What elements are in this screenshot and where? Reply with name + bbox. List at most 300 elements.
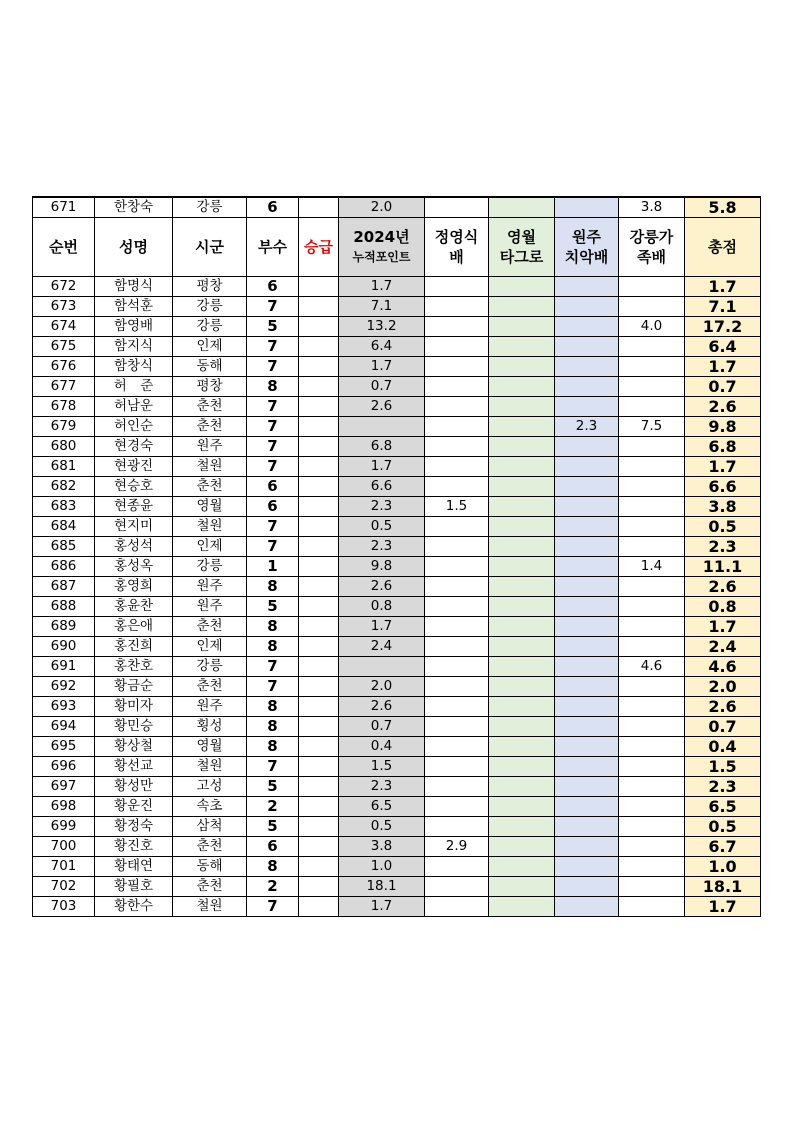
- header-c4-line2: 족배: [637, 248, 666, 266]
- cell-name: 황금순: [95, 677, 173, 697]
- cell-points: 7.1: [339, 297, 425, 317]
- cell-city: 인제: [173, 537, 247, 557]
- cell-c1: [425, 797, 489, 817]
- cell-c1: [425, 277, 489, 297]
- cell-no: 697: [33, 777, 95, 797]
- cell-no: 694: [33, 717, 95, 737]
- cell-city: 춘천: [173, 397, 247, 417]
- cell-city: 평창: [173, 377, 247, 397]
- cell-total: 6.7: [685, 837, 761, 857]
- cell-total: 3.8: [685, 497, 761, 517]
- cell-promo: [299, 737, 339, 757]
- cell-c4: [619, 577, 685, 597]
- cell-name: 홍성석: [95, 537, 173, 557]
- cell-c3: 2.3: [555, 417, 619, 437]
- table-row: [33, 577, 761, 597]
- header-c1-line1: 정영식: [434, 228, 479, 246]
- cell-promo: [299, 837, 339, 857]
- cell-promo: [299, 817, 339, 837]
- cell-c2: [489, 717, 555, 737]
- cell-c2: [489, 757, 555, 777]
- cell-c3: [555, 657, 619, 677]
- cell-c4: [619, 457, 685, 477]
- cell-promo: [299, 297, 339, 317]
- cell-c4: 1.4: [619, 557, 685, 577]
- cell-c1: [425, 817, 489, 837]
- cell-no: 698: [33, 797, 95, 817]
- table-row: [33, 197, 761, 218]
- cell-name: 함석훈: [95, 297, 173, 317]
- cell-name: 현지미: [95, 517, 173, 537]
- cell-total: 17.2: [685, 317, 761, 337]
- cell-promo: [299, 497, 339, 517]
- cell-points: 6.8: [339, 437, 425, 457]
- cell-points: 1.0: [339, 857, 425, 877]
- cell-c2: [489, 337, 555, 357]
- table-row: [33, 897, 761, 917]
- header-c3: [555, 218, 619, 277]
- cell-part: 5: [247, 777, 299, 797]
- cell-c1: [425, 657, 489, 677]
- cell-part: 8: [247, 617, 299, 637]
- cell-points: 2.3: [339, 537, 425, 557]
- header-c3-line2: 치악배: [564, 248, 609, 266]
- cell-part: 7: [247, 397, 299, 417]
- cell-c4: 7.5: [619, 417, 685, 437]
- header-no: 순번: [33, 218, 95, 277]
- cell-c4: [619, 397, 685, 417]
- cell-total: 7.1: [685, 297, 761, 317]
- table-row: [33, 437, 761, 457]
- cell-name: 황선교: [95, 757, 173, 777]
- cell-c4: [619, 737, 685, 757]
- cell-promo: [299, 557, 339, 577]
- table-row: [33, 597, 761, 617]
- cell-city: 인제: [173, 637, 247, 657]
- cell-city: 강릉: [173, 317, 247, 337]
- table-row: [33, 277, 761, 297]
- cell-c3: [555, 817, 619, 837]
- cell-c2: [489, 197, 555, 218]
- header-points-sub: 누적포인트: [352, 250, 411, 264]
- cell-city: 강릉: [173, 197, 247, 218]
- cell-total: 2.3: [685, 537, 761, 557]
- cell-city: 횡성: [173, 717, 247, 737]
- cell-city: 영월: [173, 497, 247, 517]
- cell-part: 7: [247, 517, 299, 537]
- cell-city: 평창: [173, 277, 247, 297]
- cell-c4: [619, 857, 685, 877]
- cell-city: 영월: [173, 737, 247, 757]
- cell-city: 삼척: [173, 817, 247, 837]
- cell-c2: [489, 637, 555, 657]
- cell-city: 인제: [173, 337, 247, 357]
- cell-c4: [619, 297, 685, 317]
- cell-name: 황정숙: [95, 817, 173, 837]
- table-row: [33, 457, 761, 477]
- cell-promo: [299, 417, 339, 437]
- cell-city: 강릉: [173, 557, 247, 577]
- cell-c2: [489, 657, 555, 677]
- cell-total: 2.0: [685, 677, 761, 697]
- table-row: [33, 497, 761, 517]
- cell-name: 홍윤찬: [95, 597, 173, 617]
- cell-points: [339, 417, 425, 437]
- cell-promo: [299, 717, 339, 737]
- cell-part: 7: [247, 757, 299, 777]
- cell-promo: [299, 597, 339, 617]
- cell-city: 원주: [173, 697, 247, 717]
- cell-part: 7: [247, 657, 299, 677]
- cell-total: 18.1: [685, 877, 761, 897]
- cell-no: 696: [33, 757, 95, 777]
- cell-total: 11.1: [685, 557, 761, 577]
- cell-c1: [425, 437, 489, 457]
- cell-no: 695: [33, 737, 95, 757]
- cell-promo: [299, 337, 339, 357]
- cell-promo: [299, 637, 339, 657]
- table-row: [33, 477, 761, 497]
- cell-part: 7: [247, 677, 299, 697]
- header-c4: [619, 218, 685, 277]
- cell-c4: [619, 757, 685, 777]
- cell-part: 7: [247, 337, 299, 357]
- cell-c3: [555, 677, 619, 697]
- cell-c3: [555, 777, 619, 797]
- cell-c2: [489, 897, 555, 917]
- cell-points: 2.6: [339, 577, 425, 597]
- cell-c3: [555, 837, 619, 857]
- cell-c4: [619, 537, 685, 557]
- cell-c3: [555, 637, 619, 657]
- cell-promo: [299, 677, 339, 697]
- cell-no: 688: [33, 597, 95, 617]
- cell-name: 황한수: [95, 897, 173, 917]
- cell-c4: [619, 437, 685, 457]
- cell-c3: [555, 517, 619, 537]
- cell-city: 춘천: [173, 837, 247, 857]
- cell-promo: [299, 897, 339, 917]
- cell-total: 1.7: [685, 617, 761, 637]
- table-row: [33, 337, 761, 357]
- cell-city: 고성: [173, 777, 247, 797]
- cell-c3: [555, 277, 619, 297]
- cell-c1: [425, 357, 489, 377]
- cell-total: 0.7: [685, 377, 761, 397]
- cell-total: 2.3: [685, 777, 761, 797]
- cell-c1: [425, 197, 489, 218]
- cell-c1: [425, 697, 489, 717]
- cell-name: 황필호: [95, 877, 173, 897]
- cell-c3: [555, 497, 619, 517]
- cell-part: 8: [247, 717, 299, 737]
- cell-promo: [299, 457, 339, 477]
- cell-no: 693: [33, 697, 95, 717]
- cell-name: 황운진: [95, 797, 173, 817]
- cell-no: 671: [33, 197, 95, 218]
- table-row: [33, 537, 761, 557]
- cell-c2: [489, 457, 555, 477]
- cell-no: 700: [33, 837, 95, 857]
- cell-total: 0.5: [685, 517, 761, 537]
- cell-name: 황상철: [95, 737, 173, 757]
- cell-c1: [425, 377, 489, 397]
- cell-c4: [619, 617, 685, 637]
- cell-c1: 2.9: [425, 837, 489, 857]
- cell-promo: [299, 777, 339, 797]
- cell-c3: [555, 377, 619, 397]
- cell-name: 홍영희: [95, 577, 173, 597]
- cell-promo: [299, 377, 339, 397]
- cell-no: 692: [33, 677, 95, 697]
- cell-c2: [489, 497, 555, 517]
- cell-c1: [425, 297, 489, 317]
- cell-name: 홍진희: [95, 637, 173, 657]
- cell-city: 철원: [173, 757, 247, 777]
- cell-name: 허 준: [95, 377, 173, 397]
- cell-part: 8: [247, 697, 299, 717]
- cell-c4: [619, 777, 685, 797]
- cell-promo: [299, 757, 339, 777]
- cell-no: 673: [33, 297, 95, 317]
- cell-c2: [489, 297, 555, 317]
- cell-c1: [425, 677, 489, 697]
- cell-promo: [299, 857, 339, 877]
- cell-total: 0.4: [685, 737, 761, 757]
- cell-city: 속초: [173, 797, 247, 817]
- cell-city: 원주: [173, 597, 247, 617]
- cell-c3: [555, 857, 619, 877]
- cell-c4: [619, 837, 685, 857]
- cell-c2: [489, 837, 555, 857]
- cell-points: 1.7: [339, 277, 425, 297]
- cell-part: 7: [247, 537, 299, 557]
- cell-c2: [489, 857, 555, 877]
- table-row: [33, 717, 761, 737]
- cell-c3: [555, 597, 619, 617]
- cell-points: 9.8: [339, 557, 425, 577]
- header-c1-line2: 배: [449, 248, 464, 266]
- cell-no: 683: [33, 497, 95, 517]
- cell-total: 1.7: [685, 357, 761, 377]
- cell-c2: [489, 377, 555, 397]
- cell-c3: [555, 357, 619, 377]
- cell-no: 690: [33, 637, 95, 657]
- cell-points: 2.0: [339, 677, 425, 697]
- cell-c3: [555, 317, 619, 337]
- cell-points: [339, 657, 425, 677]
- cell-points: 0.5: [339, 517, 425, 537]
- cell-name: 현광진: [95, 457, 173, 477]
- cell-name: 황태연: [95, 857, 173, 877]
- cell-c2: [489, 517, 555, 537]
- cell-points: 13.2: [339, 317, 425, 337]
- table-row: [33, 557, 761, 577]
- cell-total: 2.6: [685, 397, 761, 417]
- cell-part: 6: [247, 837, 299, 857]
- cell-points: 2.0: [339, 197, 425, 218]
- cell-c4: [619, 897, 685, 917]
- cell-part: 8: [247, 377, 299, 397]
- cell-points: 0.7: [339, 717, 425, 737]
- cell-city: 춘천: [173, 877, 247, 897]
- cell-c2: [489, 737, 555, 757]
- cell-no: 682: [33, 477, 95, 497]
- cell-c1: [425, 397, 489, 417]
- cell-c1: 1.5: [425, 497, 489, 517]
- cell-total: 9.8: [685, 417, 761, 437]
- cell-part: 6: [247, 497, 299, 517]
- cell-total: 2.6: [685, 697, 761, 717]
- cell-c4: [619, 517, 685, 537]
- cell-no: 681: [33, 457, 95, 477]
- cell-c1: [425, 337, 489, 357]
- cell-c3: [555, 537, 619, 557]
- cell-name: 함명식: [95, 277, 173, 297]
- cell-city: 원주: [173, 437, 247, 457]
- cell-promo: [299, 357, 339, 377]
- cell-promo: [299, 197, 339, 218]
- header-total: 총점: [685, 218, 761, 277]
- cell-name: 현경숙: [95, 437, 173, 457]
- cell-total: 1.7: [685, 457, 761, 477]
- cell-c1: [425, 457, 489, 477]
- cell-c2: [489, 777, 555, 797]
- ranking-table: [32, 196, 761, 917]
- cell-c4: [619, 697, 685, 717]
- cell-part: 7: [247, 357, 299, 377]
- cell-city: 철원: [173, 457, 247, 477]
- cell-c1: [425, 717, 489, 737]
- cell-total: 1.0: [685, 857, 761, 877]
- cell-c4: [619, 477, 685, 497]
- cell-c1: [425, 637, 489, 657]
- cell-no: 684: [33, 517, 95, 537]
- cell-part: 7: [247, 437, 299, 457]
- cell-part: 8: [247, 637, 299, 657]
- cell-c4: [619, 717, 685, 737]
- cell-city: 원주: [173, 577, 247, 597]
- cell-points: 6.6: [339, 477, 425, 497]
- cell-city: 철원: [173, 517, 247, 537]
- cell-c3: [555, 797, 619, 817]
- cell-points: 3.8: [339, 837, 425, 857]
- cell-city: 춘천: [173, 417, 247, 437]
- table-row: [33, 517, 761, 537]
- cell-points: 1.7: [339, 357, 425, 377]
- cell-c1: [425, 597, 489, 617]
- cell-total: 1.7: [685, 277, 761, 297]
- cell-promo: [299, 537, 339, 557]
- cell-no: 678: [33, 397, 95, 417]
- table-row: [33, 697, 761, 717]
- cell-city: 춘천: [173, 477, 247, 497]
- cell-part: 1: [247, 557, 299, 577]
- cell-promo: [299, 697, 339, 717]
- header-points-year: 2024년: [353, 228, 410, 246]
- cell-promo: [299, 657, 339, 677]
- cell-name: 함지식: [95, 337, 173, 357]
- header-c2: [489, 218, 555, 277]
- cell-c3: [555, 557, 619, 577]
- cell-name: 황미자: [95, 697, 173, 717]
- cell-total: 1.5: [685, 757, 761, 777]
- cell-part: 2: [247, 877, 299, 897]
- cell-c2: [489, 437, 555, 457]
- table-row: [33, 617, 761, 637]
- cell-points: 2.4: [339, 637, 425, 657]
- cell-part: 7: [247, 457, 299, 477]
- table-row: [33, 657, 761, 677]
- cell-c3: [555, 297, 619, 317]
- cell-c4: [619, 637, 685, 657]
- cell-c1: [425, 757, 489, 777]
- cell-c3: [555, 337, 619, 357]
- cell-c4: 3.8: [619, 197, 685, 218]
- cell-no: 679: [33, 417, 95, 437]
- cell-c1: [425, 557, 489, 577]
- cell-city: 강릉: [173, 657, 247, 677]
- cell-no: 686: [33, 557, 95, 577]
- cell-no: 675: [33, 337, 95, 357]
- cell-no: 672: [33, 277, 95, 297]
- table-row: [33, 817, 761, 837]
- header-row: [33, 218, 761, 277]
- cell-name: 현종윤: [95, 497, 173, 517]
- cell-c1: [425, 857, 489, 877]
- table-row: [33, 737, 761, 757]
- cell-part: 6: [247, 477, 299, 497]
- cell-c1: [425, 577, 489, 597]
- table-row: [33, 357, 761, 377]
- cell-c1: [425, 417, 489, 437]
- cell-total: 6.4: [685, 337, 761, 357]
- cell-c4: [619, 797, 685, 817]
- table-row: [33, 857, 761, 877]
- cell-name: 홍성옥: [95, 557, 173, 577]
- cell-total: 0.8: [685, 597, 761, 617]
- header-city: 시군: [173, 218, 247, 277]
- table-row: [33, 397, 761, 417]
- cell-c3: [555, 397, 619, 417]
- cell-name: 홍은애: [95, 617, 173, 637]
- cell-c1: [425, 897, 489, 917]
- cell-part: 8: [247, 737, 299, 757]
- cell-part: 5: [247, 317, 299, 337]
- table-row: [33, 317, 761, 337]
- cell-points: 0.4: [339, 737, 425, 757]
- header-promo: 승급: [299, 218, 339, 277]
- cell-name: 허인순: [95, 417, 173, 437]
- cell-points: 18.1: [339, 877, 425, 897]
- cell-c1: [425, 537, 489, 557]
- cell-points: 0.8: [339, 597, 425, 617]
- cell-c1: [425, 737, 489, 757]
- cell-c3: [555, 717, 619, 737]
- cell-name: 한창숙: [95, 197, 173, 218]
- cell-c1: [425, 517, 489, 537]
- cell-total: 2.4: [685, 637, 761, 657]
- cell-c2: [489, 357, 555, 377]
- cell-c2: [489, 277, 555, 297]
- cell-promo: [299, 877, 339, 897]
- cell-c2: [489, 577, 555, 597]
- cell-total: 2.6: [685, 577, 761, 597]
- cell-city: 춘천: [173, 617, 247, 637]
- cell-c3: [555, 877, 619, 897]
- cell-no: 701: [33, 857, 95, 877]
- header-c2-line1: 영월: [507, 228, 536, 246]
